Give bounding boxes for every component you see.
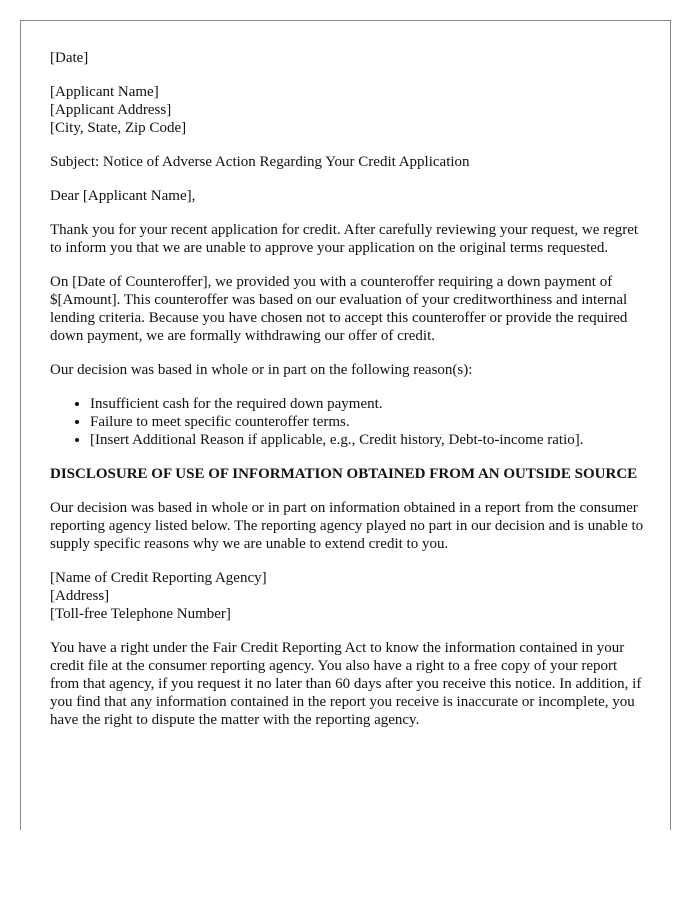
agency-name: [Name of Credit Reporting Agency] [50, 570, 267, 586]
list-item: • Insufficient cash for the required down payment. [90, 395, 650, 413]
counteroffer-paragraph: On [Date of Counteroffer], we provided you with a counteroffer requiring a down payment of $[Amount]. This counteroffer was based on our evaluation of your creditworthiness and internal lending criteria. Because you have chosen not to accept this counteroffer or provide the required down payment, we are formally withdrawing our offer of credit. [50, 274, 628, 344]
applicant-name: [Applicant Name] [50, 84, 159, 100]
agency-address: [Address] [50, 588, 110, 604]
agency-phone: [Toll-free Telephone Number] [50, 606, 231, 622]
disclosure-paragraph: Our decision was based in whole or in part on information obtained in a report from the consumer reporting agency listed below. The reporting agency played no part in our decision and is unable to supply specific reasons why we are unable to extend credit to you. [50, 500, 644, 552]
agency-address-block [50, 569, 650, 623]
list-item: • [Insert Additional Reason if applicable, e.g., Credit history, Debt-to-income ratio]. [90, 431, 650, 449]
intro-paragraph: Thank you for your recent application for credit. After carefully reviewing your request, we regret to inform you that we are unable to approve your application on the original terms requested. [50, 222, 639, 256]
reasons-list [50, 395, 650, 449]
list-item: • Failure to meet specific counteroffer terms. [90, 413, 650, 431]
letter-page [20, 20, 671, 830]
reasons-intro-paragraph: Our decision was based in whole or in part on the following reason(s): [50, 362, 473, 378]
applicant-address: [Applicant Address] [50, 102, 172, 118]
letter-salutation: Dear [Applicant Name], [50, 188, 196, 204]
letter-subject: Subject: Notice of Adverse Action Regarding Your Credit Application [50, 154, 470, 170]
applicant-address-block [50, 83, 650, 137]
disclosure-heading: DISCLOSURE OF USE OF INFORMATION OBTAINED FROM AN OUTSIDE SOURCE [50, 466, 638, 482]
applicant-city-state-zip: [City, State, Zip Code] [50, 120, 187, 136]
rights-paragraph: You have a right under the Fair Credit Reporting Act to know the information contained in your credit file at the consumer reporting agency. You also have a right to a free copy of your report from that agency, if you request it no later than 60 days after you receive this notice. In addition, if you find that any information contained in the report you receive is inaccurate or incomplete, you have the right to dispute the matter with the reporting agency. [50, 640, 642, 728]
letter-date: [Date] [50, 50, 89, 66]
